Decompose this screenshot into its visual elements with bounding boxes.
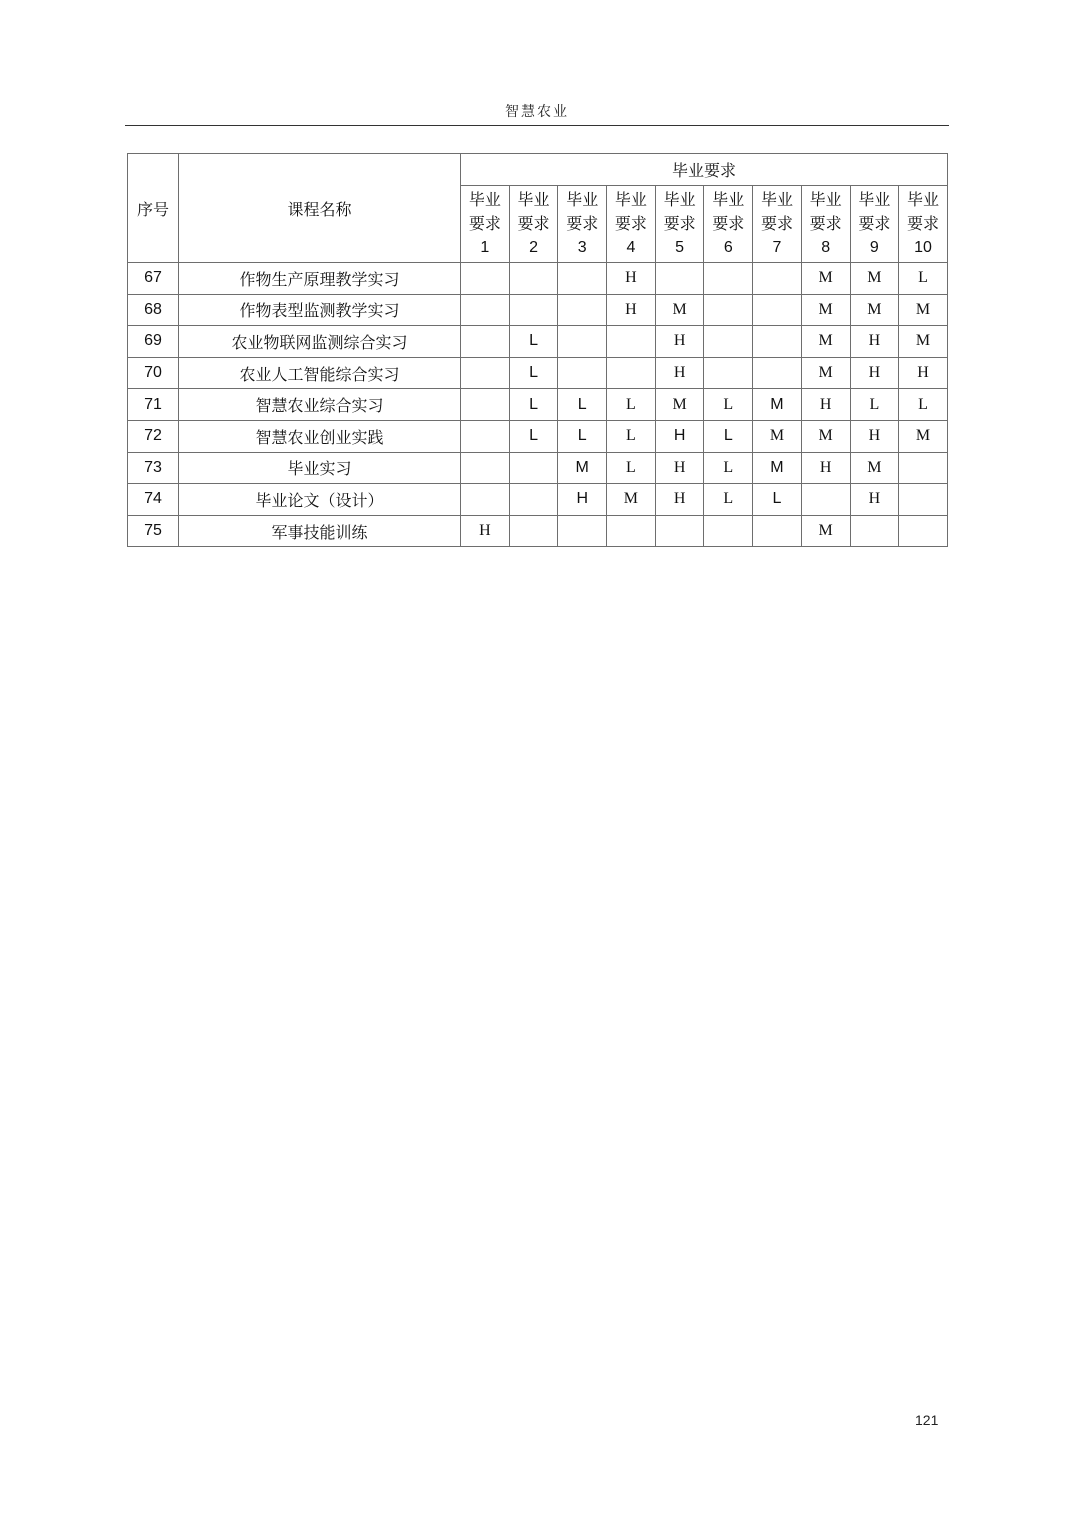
requirement-level-cell [558,357,607,389]
requirement-level-cell: H [850,420,899,452]
requirement-header-number: 2 [529,239,538,256]
requirement-header-number: 9 [869,239,879,256]
requirement-header-word: 毕业 [663,190,696,209]
requirement-level-cell: L [509,420,558,452]
requirement-header-number: 3 [577,239,587,256]
requirement-level-cell: H [461,515,510,547]
requirement-level-cell [509,294,558,326]
course-name: 农业物联网监测综合实习 [179,326,461,358]
requirement-header-word: 要求 [809,214,842,233]
requirement-level-cell: M [850,263,899,295]
requirement-level-cell: H [655,452,704,484]
requirement-header-word: 毕业 [468,190,501,209]
requirement-level-cell: L [607,420,656,452]
requirement-header-10 [899,186,948,263]
row-index: 70 [128,357,179,389]
requirement-header-word: 要求 [468,214,501,233]
requirement-level-cell: L [704,452,753,484]
course-name: 作物生产原理教学实习 [179,263,461,295]
requirement-level-cell [850,515,899,547]
requirement-level-cell: M [801,515,850,547]
requirement-level-cell [461,326,510,358]
row-index: 75 [128,515,179,547]
requirement-level-cell: M [801,357,850,389]
requirement-level-cell: H [850,484,899,516]
requirement-header-9 [850,186,899,263]
row-index: 67 [128,263,179,295]
requirement-level-cell [461,389,510,421]
requirements-group-header: 毕业要求 [461,154,948,186]
requirement-level-cell: M [850,294,899,326]
row-index: 69 [128,326,179,358]
requirement-level-cell: H [558,484,607,516]
row-index: 73 [128,452,179,484]
requirement-header-number: 10 [914,239,932,256]
table-row [128,389,948,421]
requirement-level-cell [753,357,802,389]
table-row [128,263,948,295]
requirement-header-word: 毕业 [858,190,891,209]
requirement-header-1 [461,186,510,263]
requirement-level-cell [704,263,753,295]
requirement-level-cell: M [558,452,607,484]
requirement-header-word: 毕业 [614,190,647,209]
requirement-header-word: 要求 [663,214,696,233]
requirement-level-cell: H [899,357,948,389]
requirement-level-cell: H [655,484,704,516]
table-row [128,484,948,516]
requirement-header-word: 毕业 [809,190,842,209]
row-index: 68 [128,294,179,326]
requirement-header-3 [558,186,607,263]
requirement-level-cell: M [850,452,899,484]
requirement-header-7 [753,186,802,263]
requirement-level-cell: M [753,420,802,452]
requirement-header-5 [655,186,704,263]
requirement-header-word: 要求 [517,214,550,233]
requirement-level-cell: H [607,294,656,326]
requirement-level-cell [704,294,753,326]
table-body [128,263,948,547]
table-row [128,326,948,358]
requirement-level-cell [899,452,948,484]
requirement-header-6 [704,186,753,263]
requirement-level-cell [461,420,510,452]
table-row [128,294,948,326]
requirement-level-cell [753,515,802,547]
requirement-level-cell [607,515,656,547]
requirement-level-cell: L [509,389,558,421]
requirement-level-cell: M [801,263,850,295]
requirement-level-cell [461,452,510,484]
requirement-level-cell: L [607,452,656,484]
requirement-level-cell [704,326,753,358]
requirement-header-2 [509,186,558,263]
requirement-level-cell: H [850,326,899,358]
table-row [128,452,948,484]
header-rule [125,125,949,126]
requirement-level-cell: M [753,452,802,484]
requirement-level-cell: M [655,389,704,421]
requirement-header-word: 要求 [614,214,647,233]
requirement-level-cell: H [655,420,704,452]
requirement-level-cell: H [607,263,656,295]
course-name: 毕业论文（设计） [179,484,461,516]
requirement-level-cell [509,452,558,484]
requirement-level-cell: H [801,452,850,484]
requirement-level-cell [801,484,850,516]
requirement-level-cell [899,515,948,547]
course-name: 军事技能训练 [179,515,461,547]
requirement-header-word: 毕业 [517,190,550,209]
requirement-level-cell: L [850,389,899,421]
requirement-header-number: 7 [772,239,782,256]
course-name-header: 课程名称 [179,154,461,263]
requirement-level-cell [704,357,753,389]
row-index: 71 [128,389,179,421]
course-name: 智慧农业创业实践 [179,420,461,452]
requirement-level-cell [461,263,510,295]
requirement-level-cell [558,515,607,547]
requirement-header-word: 要求 [858,214,891,233]
table-row [128,357,948,389]
requirement-level-cell: M [801,420,850,452]
requirement-level-cell: L [607,389,656,421]
index-header: 序号 [128,154,179,263]
requirement-level-cell [509,263,558,295]
requirement-header-word: 要求 [712,214,745,233]
requirement-level-cell: H [850,357,899,389]
course-name: 作物表型监测教学实习 [179,294,461,326]
requirement-level-cell: L [509,357,558,389]
requirement-header-8 [801,186,850,263]
requirement-level-cell: M [753,389,802,421]
requirement-header-4 [607,186,656,263]
course-name: 农业人工智能综合实习 [179,357,461,389]
requirement-level-cell: H [655,326,704,358]
requirement-level-cell [558,294,607,326]
requirement-level-cell: L [509,326,558,358]
requirement-header-number: 5 [675,239,685,256]
requirement-header-word: 毕业 [566,190,599,209]
requirement-header-word: 要求 [566,214,599,233]
requirement-level-cell [753,326,802,358]
requirement-level-cell: L [899,389,948,421]
requirement-header-word: 毕业 [907,190,940,209]
row-index: 72 [128,420,179,452]
requirement-level-cell [558,263,607,295]
requirement-header-number: 8 [821,239,831,256]
requirement-level-cell: M [801,326,850,358]
requirement-header-word: 毕业 [760,190,793,209]
requirement-level-cell: M [899,420,948,452]
course-name: 智慧农业综合实习 [179,389,461,421]
graduation-requirement-matrix [127,153,948,547]
header-row-top [128,154,948,186]
table-row [128,420,948,452]
requirement-header-number: 1 [480,239,490,256]
requirement-level-cell: M [899,294,948,326]
requirement-level-cell [607,326,656,358]
requirement-level-cell [509,515,558,547]
running-header: 智慧农业 [505,104,569,120]
requirement-level-cell: M [899,326,948,358]
requirement-level-cell: H [655,357,704,389]
requirement-level-cell: L [704,389,753,421]
requirement-header-word: 毕业 [712,190,745,209]
requirement-level-cell: M [801,294,850,326]
requirement-level-cell: M [607,484,656,516]
requirement-level-cell [753,294,802,326]
requirement-level-cell [461,294,510,326]
requirement-level-cell [655,515,704,547]
page-number: 121 [915,1412,939,1428]
requirement-level-cell: L [558,389,607,421]
requirement-level-cell: L [558,420,607,452]
requirement-level-cell [607,357,656,389]
requirement-header-word: 要求 [907,214,940,233]
requirement-level-cell: L [704,484,753,516]
requirement-level-cell: L [899,263,948,295]
requirement-level-cell [704,515,753,547]
requirement-header-number: 6 [723,239,733,256]
requirement-level-cell [655,263,704,295]
requirement-level-cell: L [704,420,753,452]
requirement-level-cell [509,484,558,516]
requirement-level-cell [899,484,948,516]
requirement-level-cell [558,326,607,358]
requirement-level-cell: L [753,484,802,516]
requirement-level-cell: H [801,389,850,421]
course-name: 毕业实习 [179,452,461,484]
requirement-level-cell [461,357,510,389]
row-index: 74 [128,484,179,516]
requirement-header-number: 4 [626,239,636,256]
table-row [128,515,948,547]
requirement-level-cell [753,263,802,295]
requirement-level-cell: M [655,294,704,326]
requirement-header-word: 要求 [760,214,793,233]
requirement-level-cell [461,484,510,516]
